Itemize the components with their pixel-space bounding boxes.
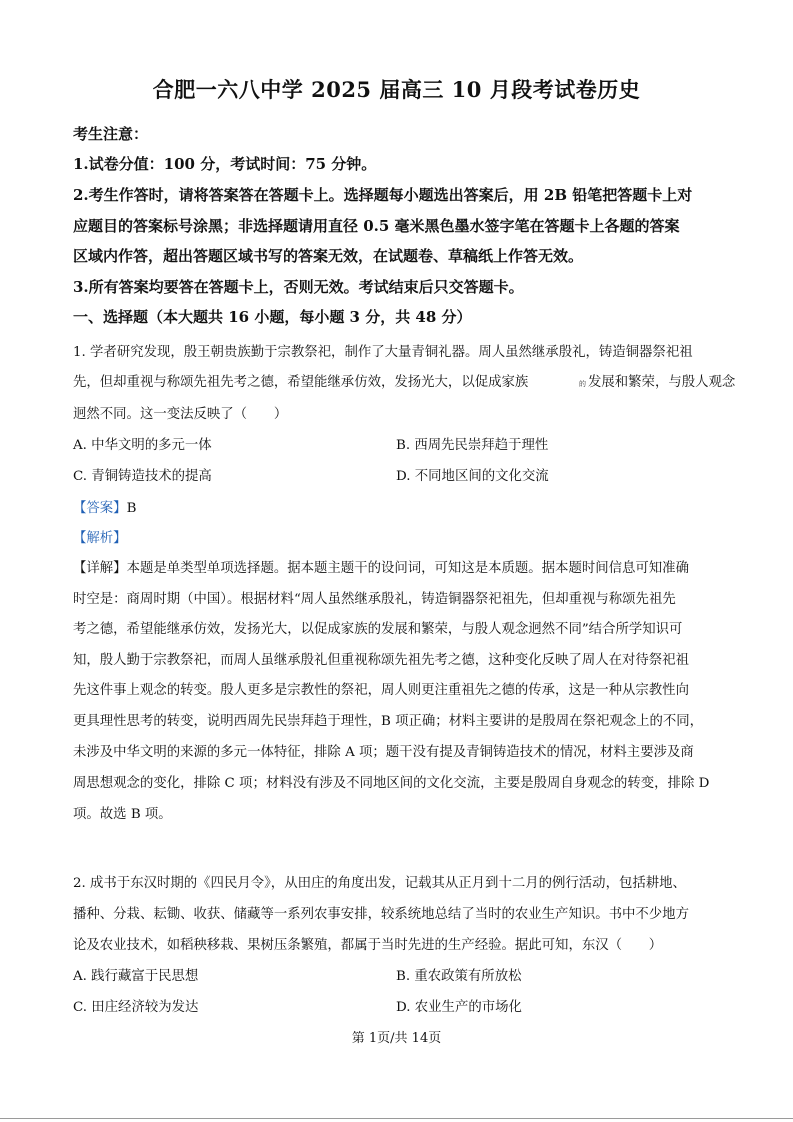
- q2-option-d: D. 农业生产的市场化: [396, 1000, 522, 1015]
- answer-tag: 【答案】: [73, 501, 127, 516]
- q1-detail-line-8: 周思想观念的变化，排除 C 项；材料没有涉及不同地区间的文化交流，主要是殷周自身观念的转变，排除 D: [73, 776, 710, 791]
- q1-option-b: B. 西周先民崇拜趋于理性: [396, 438, 549, 453]
- q1-detail-line-6: 更具理性思考的转变，说明西周先民崇拜趋于理性，B 项正确；材料主要讲的是殷周在祭祀观念上的不同，: [73, 714, 704, 729]
- q1-stem-line-1: 1. 学者研究发现，殷王朝贵族勤于宗教祭祀，制作了大量青铜礼器。周人虽然继承殷礼，铸造铜器祭祀祖: [73, 345, 693, 360]
- notice-item-2-cont: 应题目的答案标号涂黑；非选择题请用直径 0.5 毫米黑色墨水签字笔在答题卡上各题的答案: [73, 217, 680, 235]
- q2-option-b: B. 重农政策有所放松: [396, 969, 522, 984]
- q1-stem-line-2: 先，但却重视与称颂先祖先考之德，希望能继承仿效，发扬光大，以促成家族: [73, 375, 529, 390]
- q1-option-c: C. 青铜铸造技术的提高: [73, 469, 212, 484]
- answer-value: B: [126, 501, 137, 516]
- detail-text: 本题是单类型单项选择题。据本题主题干的设问词，可知这是本质题。据本题时间信息可知准确: [126, 561, 689, 576]
- q1-option-d: D. 不同地区间的文化交流: [396, 469, 549, 484]
- q1-stem-line-2b: 发展和繁荣，与殷人观念: [588, 375, 736, 390]
- q1-detail-line-5: 先这件事上观念的转变。殷人更多是宗教性的祭祀，周人则更注重祖先之德的传承，这是一种从宗教性向: [73, 683, 689, 698]
- notice-item-1: 1.试卷分值：100 分，考试时间：75 分钟。: [73, 155, 377, 173]
- q1-annotation-mark: 的: [579, 380, 586, 388]
- page-title: 合肥一六八中学 2025 届高三 10 月段考试卷历史: [152, 77, 641, 102]
- q1-detail-line-9: 项。故选 B 项。: [73, 807, 172, 822]
- notice-item-3: 3.所有答案均要答在答题卡上，否则无效。考试结束后只交答题卡。: [73, 278, 524, 296]
- analysis-tag: 【解析】: [73, 531, 127, 546]
- notice-heading: 考生注意：: [73, 125, 149, 143]
- q1-detail-line-3: 考之德，希望能继承仿效，发扬光大，以促成家族的发展和繁荣，与殷人观念迥然不同”结合所学知识可: [73, 622, 683, 637]
- q2-option-a: A. 践行藏富于民思想: [73, 969, 199, 984]
- q2-stem-line-1: 2. 成书于东汉时期的《四民月令》，从田庄的角度出发，记载其从正月到十二月的例行活动，包括耕地、: [73, 876, 686, 891]
- notice-item-2-end: 区域内作答，超出答题区域书写的答案无效，在试题卷、草稿纸上作答无效。: [73, 247, 584, 265]
- notice-item-2: 2.考生作答时，请将答案答在答题卡上。选择题每小题选出答案后，用 2B 铅笔把答题卡上对: [73, 186, 693, 204]
- bottom-divider: [0, 1118, 793, 1119]
- q1-detail-line-7: 未涉及中华文明的来源的多元一体特征，排除 A 项；题干没有提及青铜铸造技术的情况，材料主要涉及商: [73, 745, 694, 760]
- q1-answer-row: [73, 497, 136, 516]
- q2-option-c: C. 田庄经济较为发达: [73, 1000, 199, 1015]
- page-footer: 第 1页/共 14页: [351, 1031, 442, 1046]
- q1-detail-line-2: 时空是：商周时期（中国）。根据材料“周人虽然继承殷礼，铸造铜器祭祀祖先，但却重视与称颂先祖先: [73, 592, 676, 607]
- q1-detail-line-1: [73, 557, 689, 576]
- q2-stem-line-3: 论及农业技术，如稻秧移栽、果树压条繁殖，都属于当时先进的生产经验。据此可知，东汉（ ）: [73, 938, 663, 953]
- q1-stem-line-3: 迥然不同。这一变法反映了（ ）: [73, 407, 288, 422]
- detail-tag: 【详解】: [73, 561, 127, 576]
- q2-stem-line-2: 播种、分栽、耘锄、收获、储藏等一系列农事安排，较系统地总结了当时的农业生产知识。书中不少地方: [73, 907, 689, 922]
- q1-detail-line-4: 知，殷人勤于宗教祭祀，而周人虽继承殷礼但重视称颂先祖先考之德，这种变化反映了周人在对待祭祀祖: [73, 653, 689, 668]
- section-heading: 一、选择题（本大题共 16 小题，每小题 3 分，共 48 分）: [73, 308, 472, 326]
- q1-option-a: A. 中华文明的多元一体: [73, 438, 212, 453]
